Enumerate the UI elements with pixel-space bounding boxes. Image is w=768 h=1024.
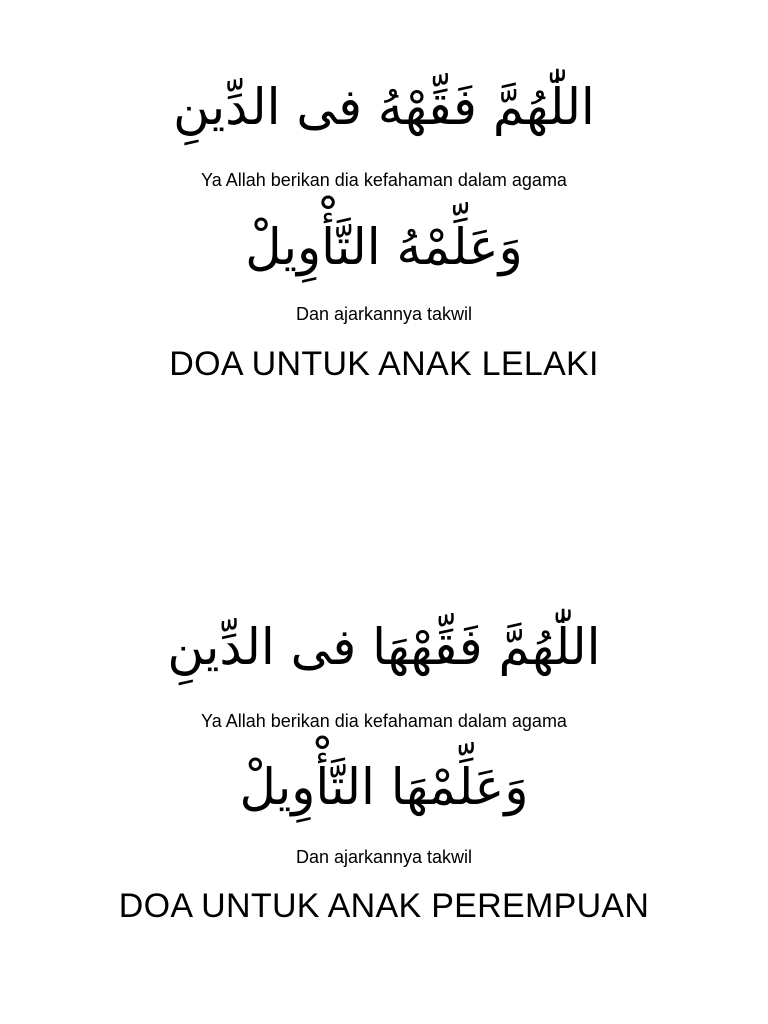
girl-translation-2: Dan ajarkannya takwil bbox=[295, 847, 473, 867]
boy-prayer-title: DOA UNTUK ANAK LELAKI bbox=[169, 345, 599, 383]
boy-translation-2: Dan ajarkannya takwil bbox=[295, 304, 473, 324]
boy-translation-1: Ya Allah berikan dia kefahaman dalam agama bbox=[201, 170, 567, 190]
girl-prayer-title: DOA UNTUK ANAK PEREMPUAN bbox=[118, 887, 650, 925]
boy-arabic-line-1: اللّٰهُمَّ فَقِّهْهُ فى الدِّينِ bbox=[173, 78, 595, 136]
girl-translation-1: Ya Allah berikan dia kefahaman dalam agama bbox=[201, 711, 567, 731]
girl-arabic-line-1: اللّٰهُمَّ فَقِّهْهَا فى الدِّينِ bbox=[167, 618, 601, 676]
girl-arabic-line-2: وَعَلِّمْهَا التَّأْوِيلْ bbox=[239, 758, 529, 816]
boy-arabic-line-2: وَعَلِّمْهُ التَّأْوِيلْ bbox=[245, 218, 523, 276]
